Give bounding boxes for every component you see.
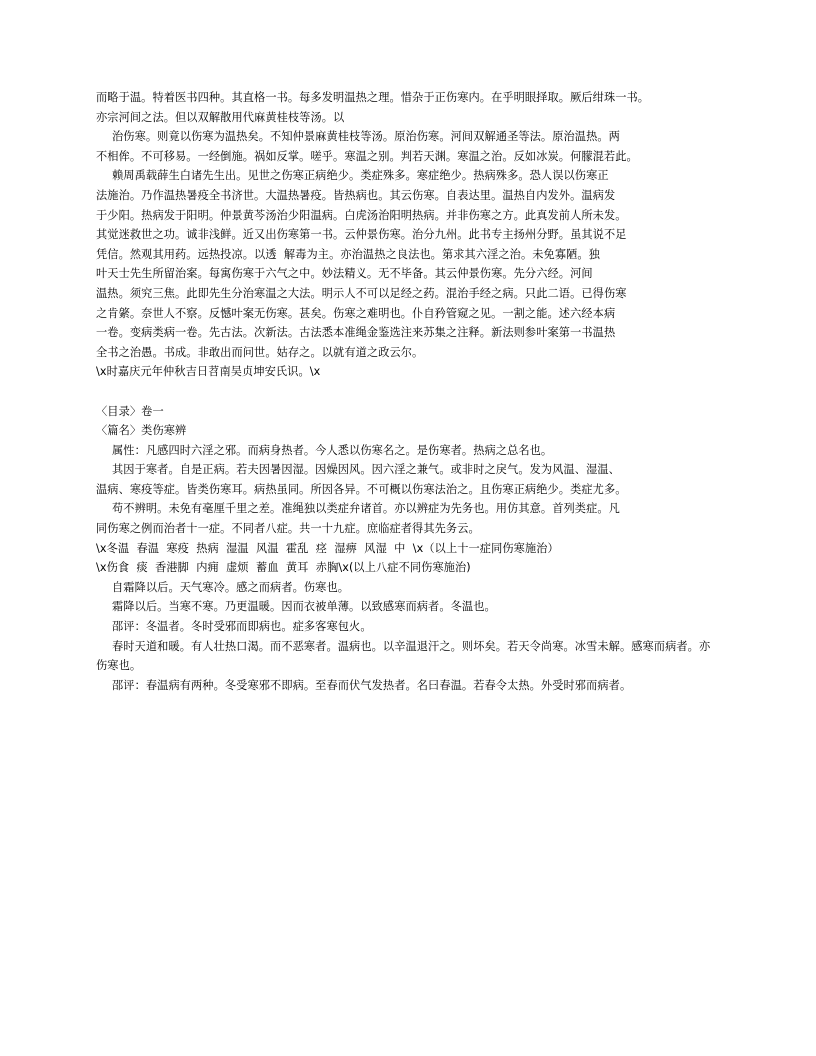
paragraph: 霜降以后。当寒不寒。乃更温暖。因而衣被单薄。以致感寒而病者。冬温也。	[112, 600, 496, 614]
paragraph: 〈篇名〉类伤寒辨	[96, 424, 187, 438]
paragraph: 治伤寒。则竟以伤寒为温热矣。不知仲景麻黄桂枝等汤。原治伤寒。河间双解通圣等法。原治温热。两	[112, 130, 620, 144]
paragraph: 叶天士先生所留治案。每寓伤寒于六气之中。妙法精义。无不毕备。其云仲景伤寒。先分六经。河间	[96, 267, 593, 281]
paragraph: 一卷。变病类病一卷。先古法。次新法。古法悉本准绳金鉴选注来苏集之注释。新法则参叶案第一书温热	[96, 326, 616, 340]
paragraph: 赖周禹载薛生白诸先生出。见世之伤寒正病绝少。类症殊多。寒症绝少。热病殊多。恐人误以伤寒正	[112, 169, 609, 183]
paragraph: 温热。须究三焦。此即先生分治寒温之大法。明示人不可以足经之药。混治手经之病。只此二语。已得伤寒	[96, 286, 627, 300]
paragraph: 温病、寒疫等症。皆类伤寒耳。病热虽同。所因各异。不可概以伤寒法治之。且伤寒正病绝少。类症尤多。	[96, 482, 627, 496]
paragraph: 全书之治愚。书成。非敢出而问世。姑存之。以就有道之政云尔。	[96, 345, 424, 359]
paragraph: 〈目录〉卷一	[96, 404, 164, 418]
paragraph: 自霜降以后。天气寒冷。感之而病者。伤寒也。	[112, 580, 350, 594]
paragraph: 苟不辨明。未免有毫厘千里之差。准绳独以类症弁诸首。亦以辨症为先务也。用仿其意。首列类症。凡	[112, 502, 620, 516]
paragraph: 之肯綮。奈世人不察。反憾叶案无伤寒。甚矣。伤寒之难明也。仆自矜管窥之见。一割之能。述六经本病	[96, 306, 616, 320]
paragraph: 凭信。然观其用药。远热投凉。以透 解毒为主。亦治温热之良法也。第求其六淫之治。未免寡陋。独	[96, 247, 600, 261]
paragraph: 同伤寒之例而治者十一症。不同者八症。共一十九症。庶临症者得其先务云。	[96, 522, 480, 536]
paragraph: 邵评：冬温者。冬时受邪而即病也。症多客寒包火。	[112, 620, 372, 634]
paragraph: \x冬温 春温 寒疫 热病 湿温 风温 霍乱 痉 湿痹 风湿 中 \x（以上十一症同伤寒施治）	[96, 541, 559, 555]
paragraph: 邵评：春温病有两种。冬受寒邪不即病。至春而伏气发热者。名曰春温。若春令太热。外受时邪而病者。	[112, 678, 632, 692]
paragraph: 其觉迷救世之功。诚非浅鲜。近又出伤寒第一书。云仲景伤寒。治分九州。此书专主扬州分野。虽其说不足	[96, 228, 627, 242]
paragraph: 于少阳。热病发于阳明。仲景黄芩汤治少阳温病。白虎汤治阳明热病。并非伤寒之方。此真发前人所未发。	[96, 208, 627, 222]
paragraph: \x伤食 痰 香港脚 内痈 虚烦 蓄血 黄耳 赤胸\x(以上八症不同伤寒施治)	[96, 561, 471, 575]
paragraph: 春时天道和暖。有人壮热口渴。而不恶寒者。温病也。以辛温退汗之。则坏矣。若天令尚寒。冰雪未解。感寒而病者。亦伤寒也。	[96, 639, 711, 673]
paragraph: 而略于温。特着医书四种。其直格一书。每多发明温热之理。惜杂于正伤寒内。在乎明眼择取。厥后绀珠一书。	[96, 91, 650, 104]
paragraph: 法施治。乃作温热暑疫全书济世。大温热暑疫。皆热病也。其云伤寒。自表达里。温热自内发外。温病发	[96, 188, 616, 202]
paragraph: 其因于寒者。自是正病。若夫因暑因湿。因燥因风。因六淫之兼气。或非时之戾气。发为风温、湿温、	[112, 463, 620, 477]
paragraph: \x时嘉庆元年仲秋吉日苕南吴贞坤安氏识。\x	[96, 365, 321, 379]
paragraph: 属性：凡感四时六淫之邪。而病身热者。今人悉以伤寒名之。是伤寒者。热病之总名也。	[112, 443, 553, 457]
paragraph: 亦宗河间之法。但以双解散用代麻黄桂枝等汤。以	[96, 110, 345, 124]
document-body	[96, 88, 720, 695]
paragraph-spacer	[96, 382, 720, 402]
paragraph: 不相侔。不可移易。一经倒施。祸如反掌。嗟乎。寒温之别。判若天渊。寒温之治。反如冰炭。何朦混若此。	[96, 149, 638, 163]
